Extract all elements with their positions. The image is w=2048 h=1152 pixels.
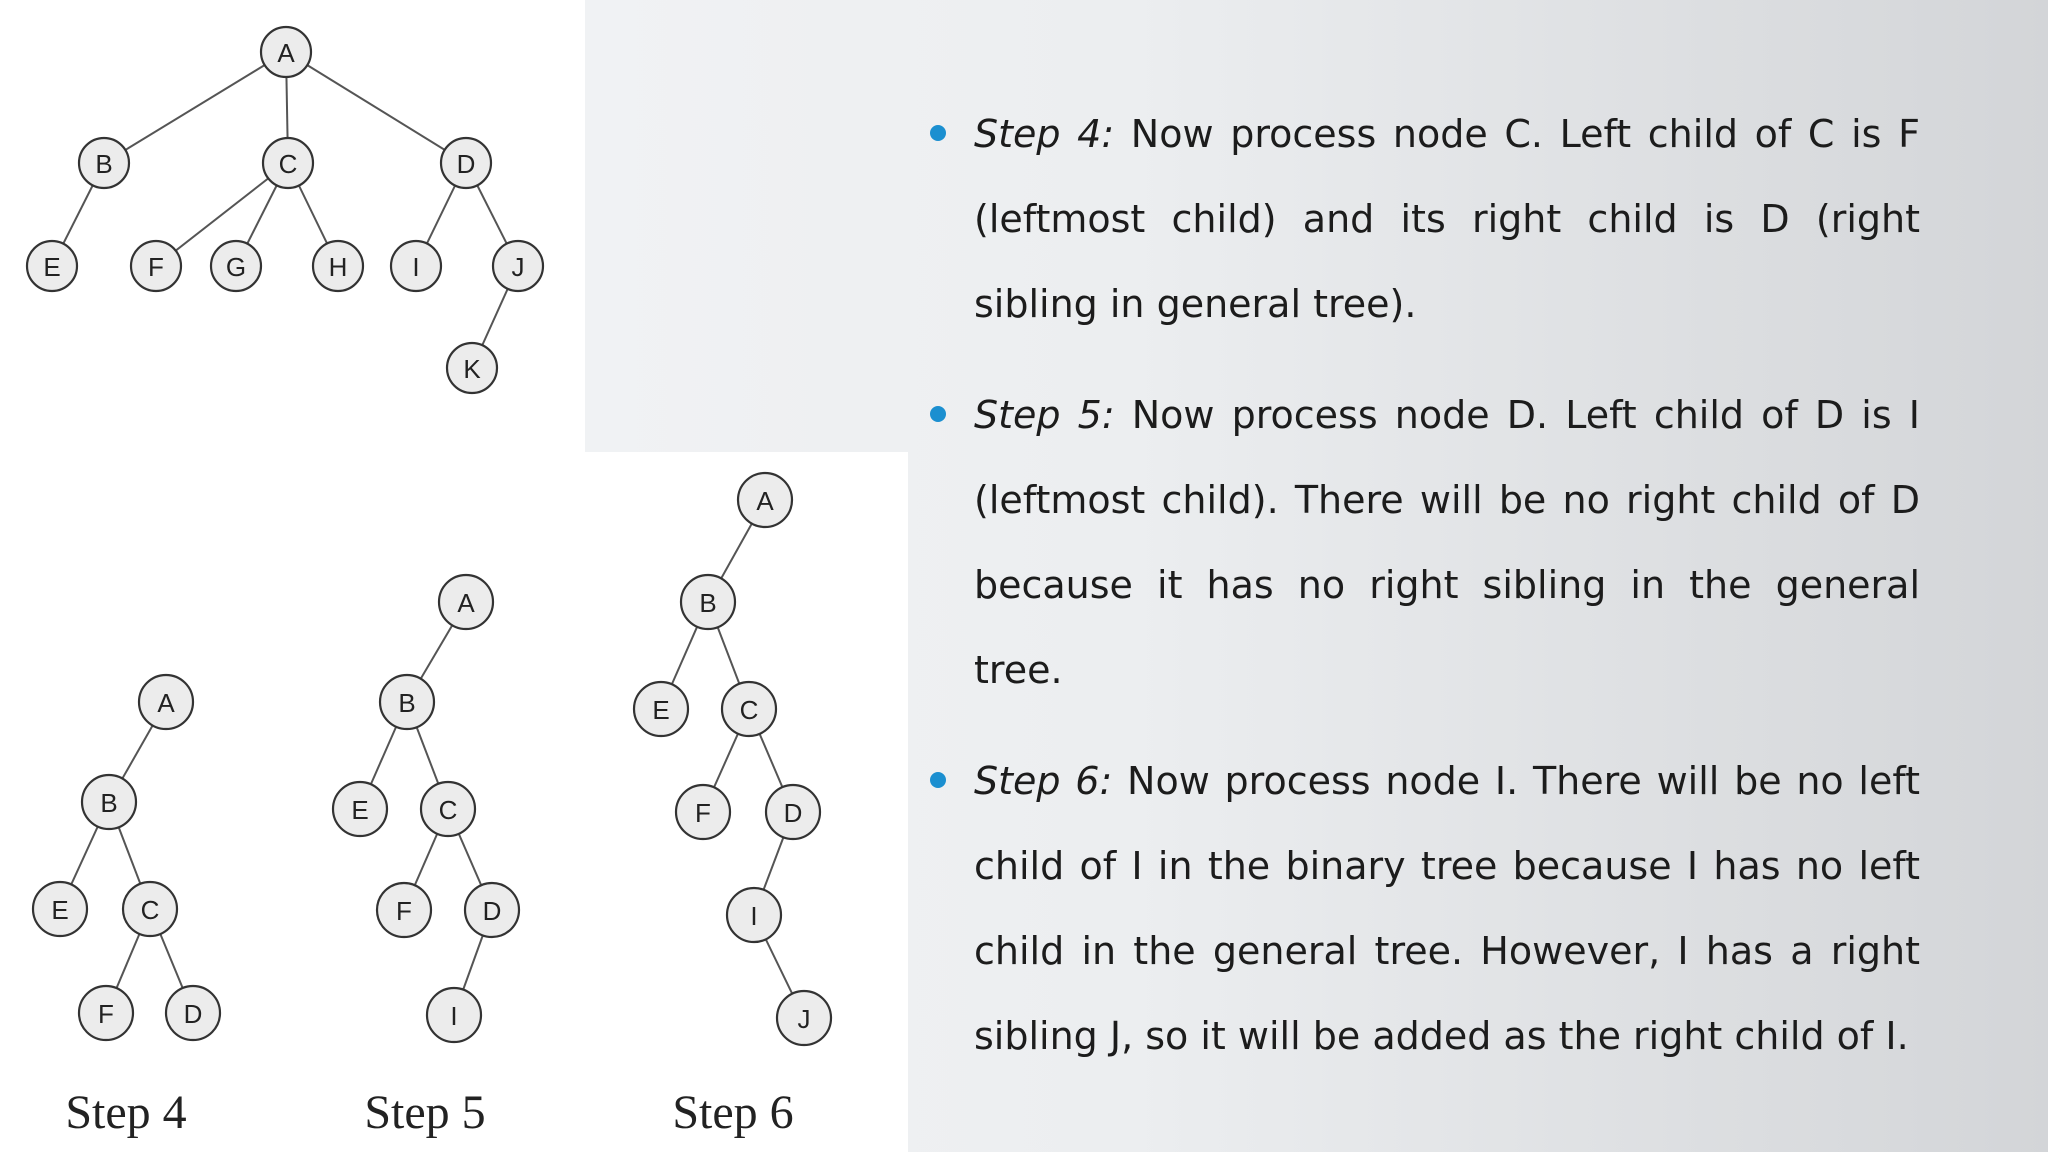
tree-node-b (79, 138, 129, 188)
svg-text:J: J (511, 252, 525, 282)
svg-text:F: F (98, 999, 114, 1029)
svg-text:H: H (328, 252, 348, 282)
tree-node-c (263, 138, 313, 188)
step5-caption: Step 5 (364, 1086, 486, 1139)
bullet-step-4 (920, 92, 1920, 347)
bullet-dot-icon (930, 406, 946, 422)
step6-node-d (766, 785, 820, 839)
step5-node-d (465, 883, 519, 937)
svg-text:D: D (183, 999, 203, 1029)
step5-node-f (377, 883, 431, 937)
svg-text:A: A (157, 688, 175, 718)
step6-node-e (634, 682, 688, 736)
svg-text:D: D (482, 896, 502, 926)
step5-node-i (427, 988, 481, 1042)
step4-node-e (33, 882, 87, 936)
explanation-panel (920, 92, 1920, 1105)
step6-node-b (681, 575, 735, 629)
svg-text:I: I (450, 1001, 458, 1031)
svg-text:E: E (43, 252, 61, 282)
step4-node-c (123, 882, 177, 936)
step6-tree (634, 473, 831, 1139)
tree-node-h (313, 241, 363, 291)
bullet-step-6 (920, 739, 1920, 1079)
svg-text:C: C (140, 895, 160, 925)
svg-text:D: D (456, 149, 476, 179)
tree-node-g (211, 241, 261, 291)
step6-node-a (738, 473, 792, 527)
edge-a-b (104, 52, 286, 163)
bullet-dot-icon (930, 125, 946, 141)
svg-text:A: A (756, 486, 774, 516)
general-tree-svg (0, 0, 585, 452)
svg-text:G: G (225, 252, 247, 282)
svg-text:B: B (95, 149, 113, 179)
svg-text:K: K (463, 354, 481, 384)
svg-text:C: C (438, 795, 458, 825)
svg-text:F: F (396, 896, 412, 926)
svg-text:A: A (277, 38, 295, 68)
step4-tree (33, 675, 220, 1139)
step4-node-d (166, 986, 220, 1040)
svg-text:E: E (351, 795, 369, 825)
tree-node-j (493, 241, 543, 291)
svg-text:J: J (797, 1004, 811, 1034)
step6-node-f (676, 785, 730, 839)
step5-node-b (380, 675, 434, 729)
bullet-dot-icon (930, 772, 946, 788)
svg-text:B: B (398, 688, 416, 718)
tree-node-k (447, 343, 497, 393)
step-label: Step 6: (974, 759, 1113, 803)
step5-node-a (439, 575, 493, 629)
svg-text:E: E (51, 895, 69, 925)
tree-node-f (131, 241, 181, 291)
general-tree-edges (52, 52, 518, 368)
binary-tree-steps-diagram (0, 452, 908, 1152)
step5-node-c (421, 782, 475, 836)
step5-tree (333, 575, 519, 1139)
bullet-text: Now process node D. Left child of D is I (leftmost child). There will be no right child of D because it has no right sibling in the general tree. (974, 393, 1920, 692)
step4-node-f (79, 986, 133, 1040)
svg-text:B: B (699, 588, 717, 618)
svg-text:A: A (457, 588, 475, 618)
step6-node-i (727, 888, 781, 942)
svg-text:D: D (783, 798, 803, 828)
bullet-text: Now process node C. Left child of C is F (leftmost child) and its right child is D (right sibling in general tree). (974, 112, 1920, 326)
svg-text:B: B (100, 788, 118, 818)
step-label: Step 5: (974, 393, 1115, 437)
svg-text:E: E (652, 695, 670, 725)
step4-caption: Step 4 (65, 1086, 187, 1139)
step4-node-a (139, 675, 193, 729)
tree-node-a (261, 27, 311, 77)
bullet-text: Now process node I. There will be no left child of I in the binary tree because I has no left child in the general tree. However, I has a right sibling J, so it will be added as the right child of I. (974, 759, 1920, 1058)
svg-text:C: C (739, 695, 759, 725)
svg-text:I: I (750, 901, 758, 931)
step4-node-b (82, 775, 136, 829)
tree-node-i (391, 241, 441, 291)
step5-node-e (333, 782, 387, 836)
svg-text:C: C (278, 149, 298, 179)
binary-tree-steps-svg (0, 452, 908, 1152)
tree-node-d (441, 138, 491, 188)
step6-node-c (722, 682, 776, 736)
step6-caption: Step 6 (672, 1086, 794, 1139)
svg-text:I: I (412, 252, 420, 282)
step-label: Step 4: (974, 112, 1115, 156)
svg-text:F: F (695, 798, 711, 828)
edge-a-d (286, 52, 466, 163)
svg-text:F: F (148, 252, 164, 282)
tree-node-e (27, 241, 77, 291)
general-tree-diagram (0, 0, 585, 452)
step6-node-j (777, 991, 831, 1045)
bullet-step-5 (920, 373, 1920, 713)
